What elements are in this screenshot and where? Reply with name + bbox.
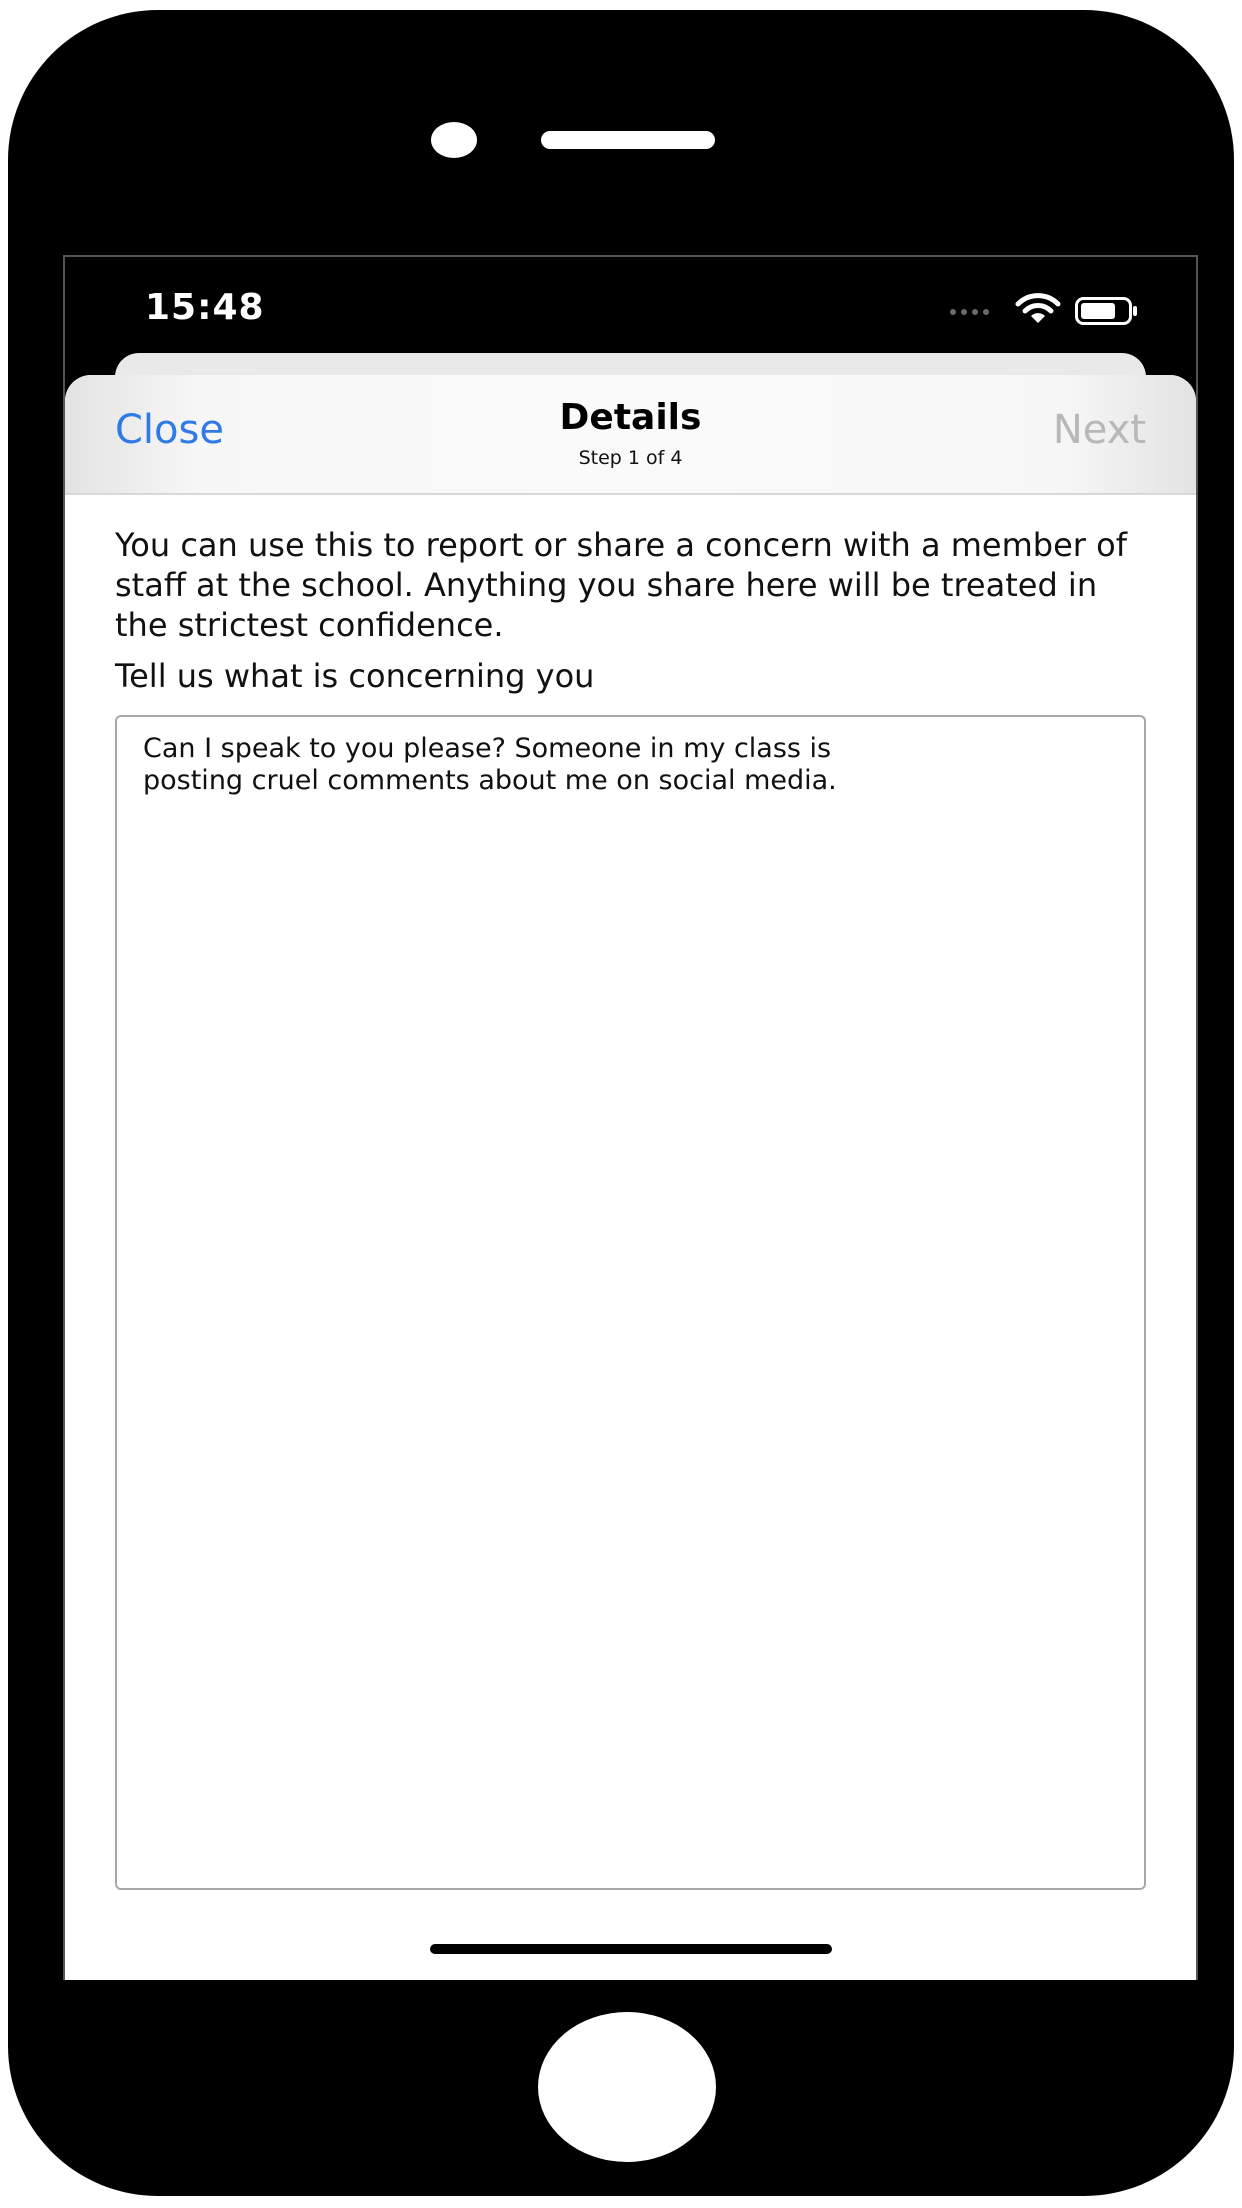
status-bar bbox=[65, 257, 1196, 352]
home-button[interactable] bbox=[538, 2012, 716, 2162]
front-camera bbox=[431, 122, 477, 158]
step-indicator: Step 1 of 4 bbox=[578, 447, 683, 469]
wifi-icon bbox=[1015, 293, 1061, 325]
concern-text-area[interactable]: Can I speak to you please? Someone in my class is posting cruel comments about me on social media. bbox=[115, 715, 1146, 1890]
intro-text: You can use this to report or share a concern with a member of staff at the school. Anything you share here will be treated in the strictest confidence. bbox=[115, 526, 1127, 644]
phone-frame bbox=[8, 10, 1234, 2196]
next-button[interactable]: Next bbox=[1052, 407, 1146, 453]
home-indicator[interactable] bbox=[430, 1944, 832, 1954]
battery-icon bbox=[1075, 297, 1139, 325]
status-time: 15:48 bbox=[145, 287, 265, 328]
details-sheet bbox=[65, 375, 1196, 1980]
phone-screen bbox=[63, 255, 1198, 1980]
signal-dots-icon bbox=[950, 309, 989, 315]
concern-prompt-label: Tell us what is concerning you bbox=[115, 657, 595, 695]
close-button[interactable]: Close bbox=[115, 407, 224, 453]
earpiece-speaker bbox=[541, 131, 715, 149]
navigation-bar bbox=[65, 375, 1196, 495]
page-title: Details bbox=[559, 397, 702, 438]
